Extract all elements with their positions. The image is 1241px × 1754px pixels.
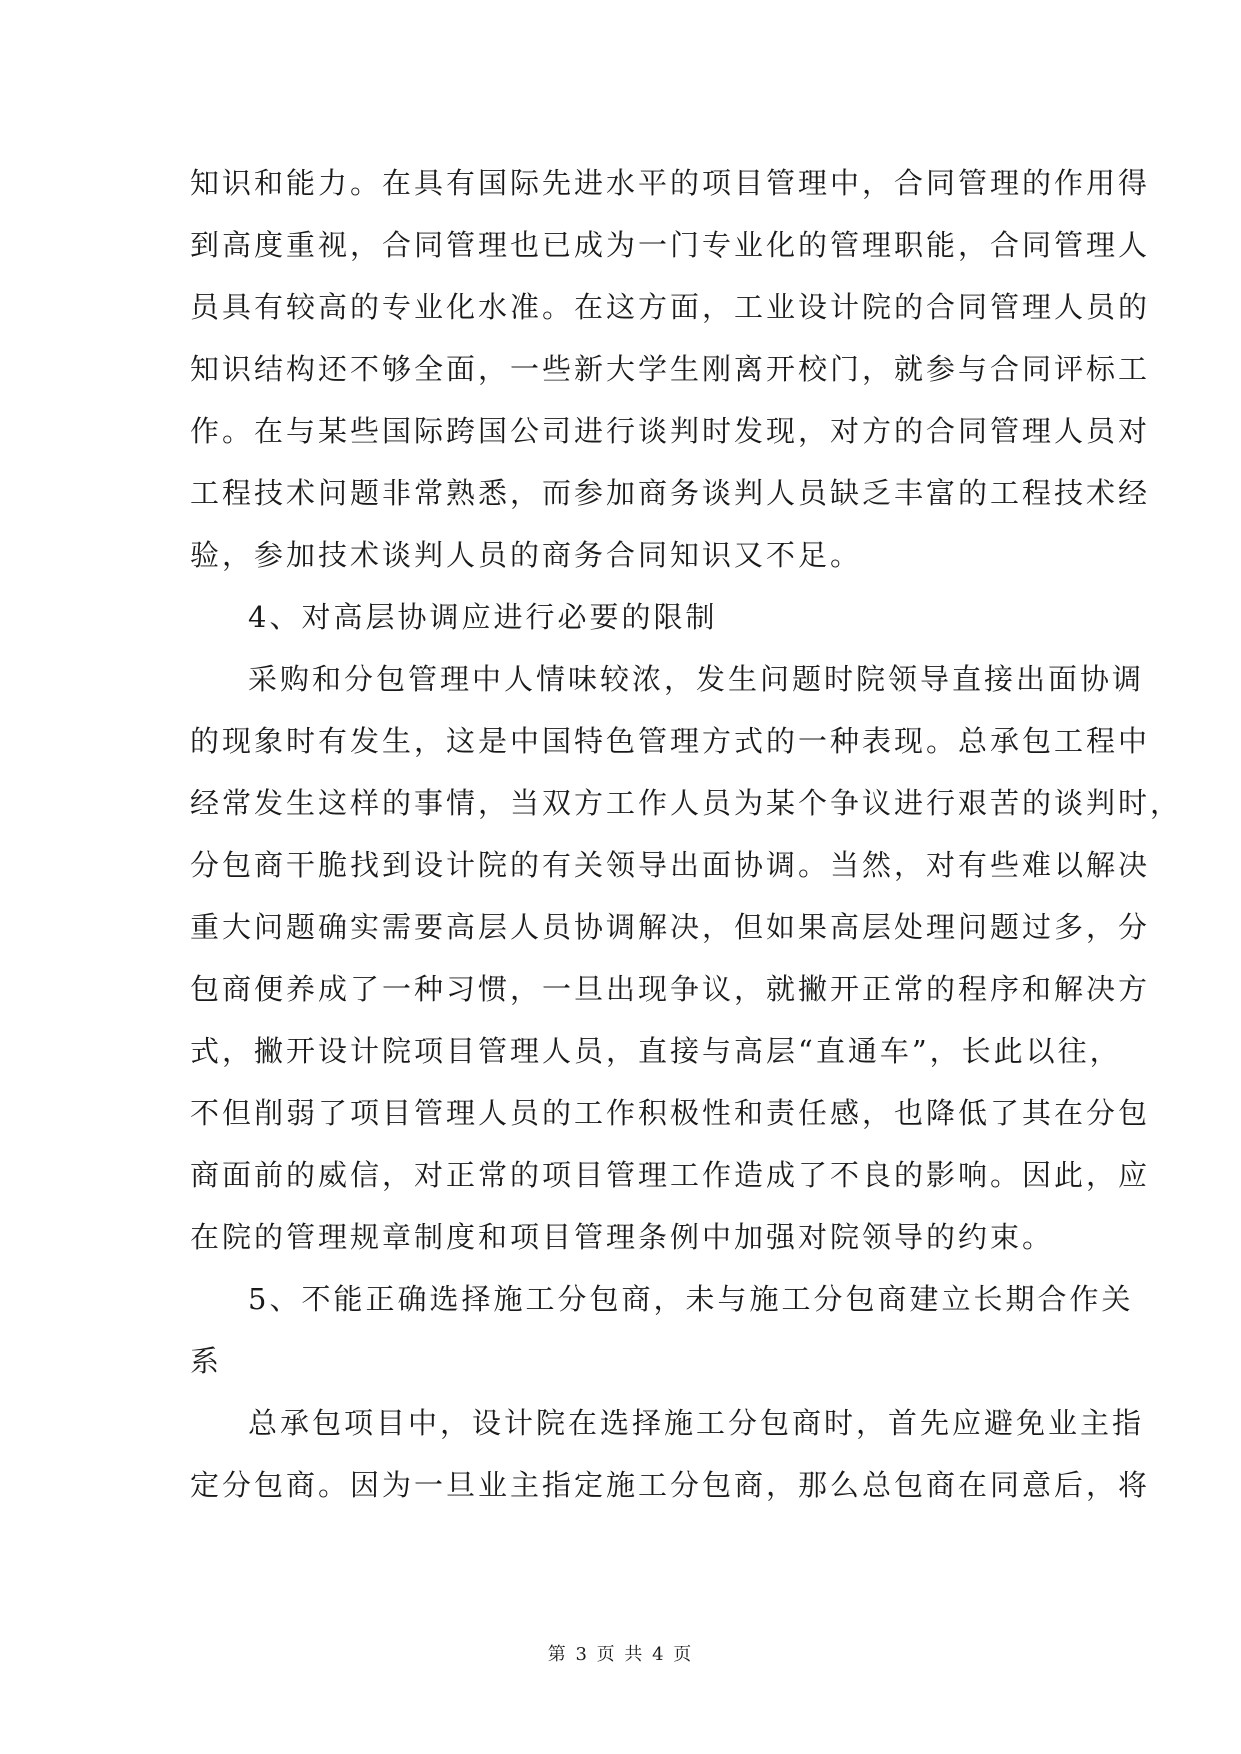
section-heading-5-continued: 系 (190, 1344, 223, 1378)
text-line-21: 总承包项目中，设计院在选择施工分包商时，首先应避免业主指 (248, 1406, 1145, 1440)
text-line-18: 在院的管理规章制度和项目管理条例中加强对院领导的约束。 (190, 1220, 1055, 1254)
document-body (190, 152, 1183, 1516)
text-line-11: 经常发生这样的事情，当双方工作人员为某个争议进行艰苦的谈判时， (190, 786, 1183, 820)
text-line-7: 验，参加技术谈判人员的商务合同知识又不足。 (190, 538, 863, 572)
text-line-15: 式，撇开设计院项目管理人员，直接与高层“直通车”，长此以往， (190, 1034, 1122, 1068)
text-line-10: 的现象时有发生，这是中国特色管理方式的一种表现。总承包工程中 (190, 724, 1151, 758)
text-line-16: 不但削弱了项目管理人员的工作积极性和责任感，也降低了其在分包 (190, 1096, 1151, 1130)
text-line-22: 定分包商。因为一旦业主指定施工分包商，那么总包商在同意后，将 (190, 1468, 1151, 1502)
text-line-14: 包商便养成了一种习惯，一旦出现争议，就撇开正常的程序和解决方 (190, 972, 1151, 1006)
text-line-13: 重大问题确实需要高层人员协调解决，但如果高层处理问题过多，分 (190, 910, 1151, 944)
text-line-1: 知识和能力。在具有国际先进水平的项目管理中，合同管理的作用得 (190, 166, 1151, 200)
text-line-5: 作。在与某些国际跨国公司进行谈判时发现，对方的合同管理人员对 (190, 414, 1151, 448)
section-heading-4: 4、对高层协调应进行必要的限制 (248, 600, 718, 634)
text-line-17: 商面前的威信，对正常的项目管理工作造成了不良的影响。因此，应 (190, 1158, 1151, 1192)
text-line-3: 员具有较高的专业化水准。在这方面，工业设计院的合同管理人员的 (190, 290, 1151, 324)
text-line-12: 分包商干脆找到设计院的有关领导出面协调。当然，对有些难以解决 (190, 848, 1151, 882)
text-line-9: 采购和分包管理中人情味较浓，发生问题时院领导直接出面协调 (248, 662, 1145, 696)
text-line-6: 工程技术问题非常熟悉，而参加商务谈判人员缺乏丰富的工程技术经 (190, 476, 1151, 510)
section-heading-5: 5、不能正确选择施工分包商，未与施工分包商建立长期合作关 (248, 1282, 1134, 1316)
text-line-2: 到高度重视，合同管理也已成为一门专业化的管理职能，合同管理人 (190, 228, 1151, 262)
text-line-4: 知识结构还不够全面，一些新大学生刚离开校门，就参与合同评标工 (190, 352, 1151, 386)
page-number-footer: 第 3 页 共 4 页 (547, 1644, 694, 1665)
